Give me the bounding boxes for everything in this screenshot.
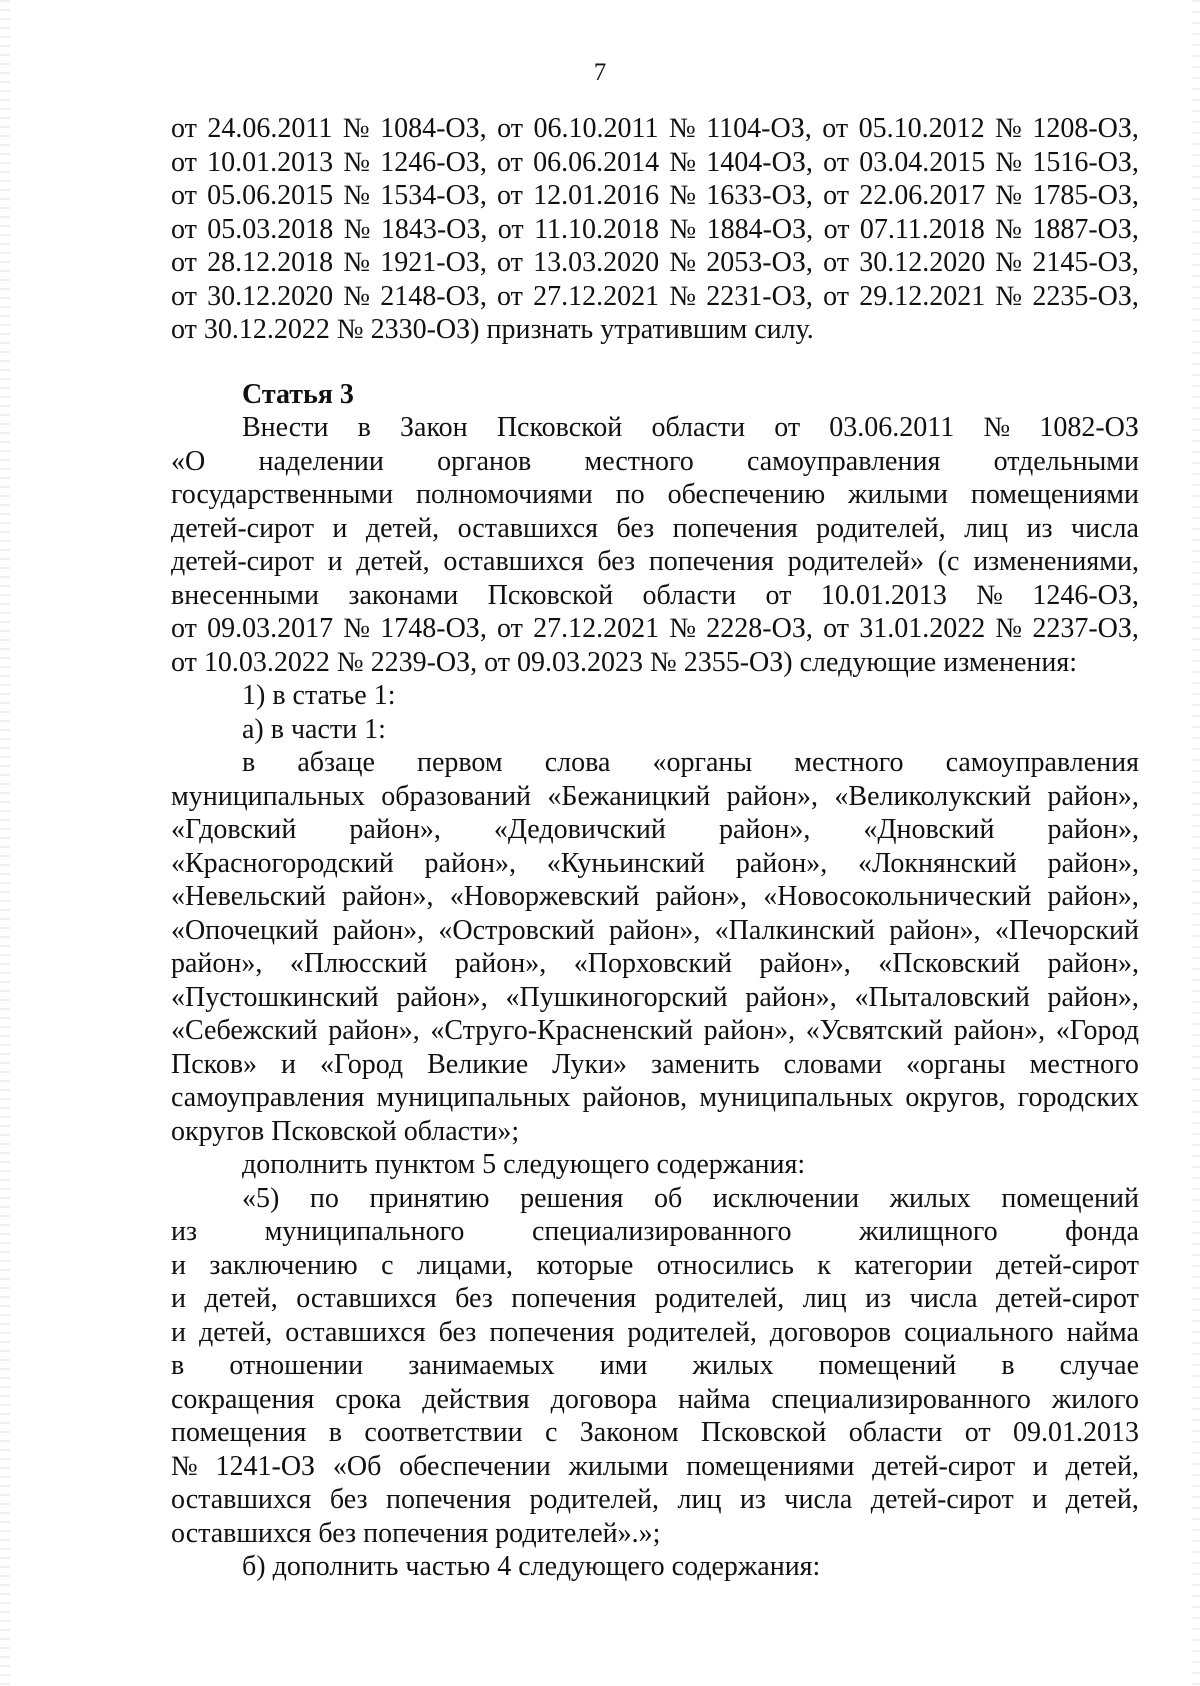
text-line: государственными полномочиями по обеспечению жилыми помещениями xyxy=(171,479,1139,510)
text-line: от 10.01.2013 № 1246-ОЗ, от 06.06.2014 № 1404-ОЗ, от 03.04.2015 № 1516-ОЗ, xyxy=(171,146,1139,178)
page-number: 7 xyxy=(593,59,607,86)
text-line: район», «Плюсский район», «Порховский район», «Псковский район», xyxy=(171,948,1139,979)
text-line: в абзаце первом слова «органы местного самоуправления xyxy=(242,747,1139,778)
text-line: от 05.03.2018 № 1843-ОЗ, от 11.10.2018 № 1884-ОЗ, от 07.11.2018 № 1887-ОЗ, xyxy=(171,213,1139,245)
paragraph xyxy=(171,411,1139,679)
text-line: сокращения срока действия договора найма специализированного жилого xyxy=(171,1383,1139,1415)
paragraph xyxy=(171,1182,1139,1551)
scan-edge-right xyxy=(1192,0,1200,1686)
text-line: самоуправления муниципальных районов, муниципальных округов, городских xyxy=(171,1082,1139,1113)
text-line: Внести в Закон Псковской области от 03.06.2011 № 1082-ОЗ xyxy=(242,412,1139,443)
text-line: «Опочецкий район», «Островский район», «Палкинский район», «Печорский xyxy=(171,914,1139,946)
text-line: «Гдовский район», «Дедовичский район», «Дновский район», xyxy=(171,814,1139,845)
text-line: от 24.06.2011 № 1084-ОЗ, от 06.10.2011 № 1104-ОЗ, от 05.10.2012 № 1208-ОЗ, xyxy=(171,113,1139,144)
text-line: 1) в статье 1: xyxy=(242,680,396,711)
text-line: б) дополнить частью 4 следующего содержания: xyxy=(242,1551,821,1582)
text-line: детей-сирот и детей, оставшихся без попечения родителей» (с изменениями, xyxy=(171,546,1139,577)
text-line: из муниципального специализированного жилищного фонда xyxy=(171,1216,1139,1247)
paragraph xyxy=(171,1148,1139,1182)
text-line: № 1241-ОЗ «Об обеспечении жилыми помещениями детей-сирот и детей, xyxy=(171,1450,1139,1482)
text-line: от 10.03.2022 № 2239-ОЗ, от 09.03.2023 № 2355-ОЗ) следующие изменения: xyxy=(171,646,1078,678)
text-line: и заключению с лицами, которые относились к категории детей-сирот xyxy=(171,1249,1139,1281)
document-body xyxy=(171,112,1139,1584)
text-line: «Красногородский район», «Куньинский район», «Локнянский район», xyxy=(171,847,1139,879)
text-line: и детей, оставшихся без попечения родителей, лиц из числа детей-сирот xyxy=(171,1283,1139,1314)
text-line: в отношении занимаемых ими жилых помещений в случае xyxy=(171,1350,1139,1381)
paragraph xyxy=(171,112,1139,347)
text-line: от 30.12.2020 № 2148-ОЗ, от 27.12.2021 № 2231-ОЗ, от 29.12.2021 № 2235-ОЗ, xyxy=(171,280,1139,312)
text-line: детей-сирот и детей, оставшихся без попечения родителей, лиц из числа xyxy=(171,512,1139,544)
article-heading: Статья 3 xyxy=(242,378,354,410)
text-line: от 09.03.2017 № 1748-ОЗ, от 27.12.2021 № 2228-ОЗ, от 31.01.2022 № 2237-ОЗ, xyxy=(171,613,1139,644)
text-line: внесенными законами Псковской области от 10.01.2013 № 1246-ОЗ, xyxy=(171,579,1139,611)
text-line: муниципальных образований «Бежаницкий район», «Великолукский район», xyxy=(171,780,1139,812)
paragraph xyxy=(171,679,1139,713)
text-line: от 28.12.2018 № 1921-ОЗ, от 13.03.2020 № 2053-ОЗ, от 30.12.2020 № 2145-ОЗ, xyxy=(171,247,1139,278)
text-line: оставшихся без попечения родителей, лиц из числа детей-сирот и детей, xyxy=(171,1484,1139,1515)
paragraph xyxy=(171,746,1139,1148)
paragraph xyxy=(171,1550,1139,1584)
text-line: помещения в соответствии с Законом Псковской области от 09.01.2013 xyxy=(171,1417,1139,1448)
text-line: «Невельский район», «Новоржевский район», «Новосокольнический район», xyxy=(171,881,1139,912)
text-line: от 05.06.2015 № 1534-ОЗ, от 12.01.2016 № 1633-ОЗ, от 22.06.2017 № 1785-ОЗ, xyxy=(171,180,1139,211)
text-line: «Себежский район», «Струго-Красненский район», «Усвятский район», «Город xyxy=(171,1015,1139,1046)
paragraph xyxy=(171,713,1139,747)
text-line: округов Псковской области»; xyxy=(171,1115,520,1147)
text-line: «О наделении органов местного самоуправления отдельными xyxy=(171,445,1139,477)
text-line: дополнить пунктом 5 следующего содержания: xyxy=(242,1149,806,1180)
text-line: и детей, оставшихся без попечения родителей, договоров социального найма xyxy=(171,1316,1139,1348)
text-line: а) в части 1: xyxy=(242,713,386,745)
text-line: Псков» и «Город Великие Луки» заменить словами «органы местного xyxy=(171,1048,1139,1080)
text-line: от 30.12.2022 № 2330-ОЗ) признать утратившим силу. xyxy=(171,314,814,345)
text-line: оставшихся без попечения родителей».»; xyxy=(171,1517,661,1549)
scan-edge-left xyxy=(0,0,10,1686)
text-line: «Пустошкинский район», «Пушкиногорский район», «Пыталовский район», xyxy=(171,981,1139,1013)
text-line: «5) по принятию решения об исключении жилых помещений xyxy=(242,1182,1139,1214)
